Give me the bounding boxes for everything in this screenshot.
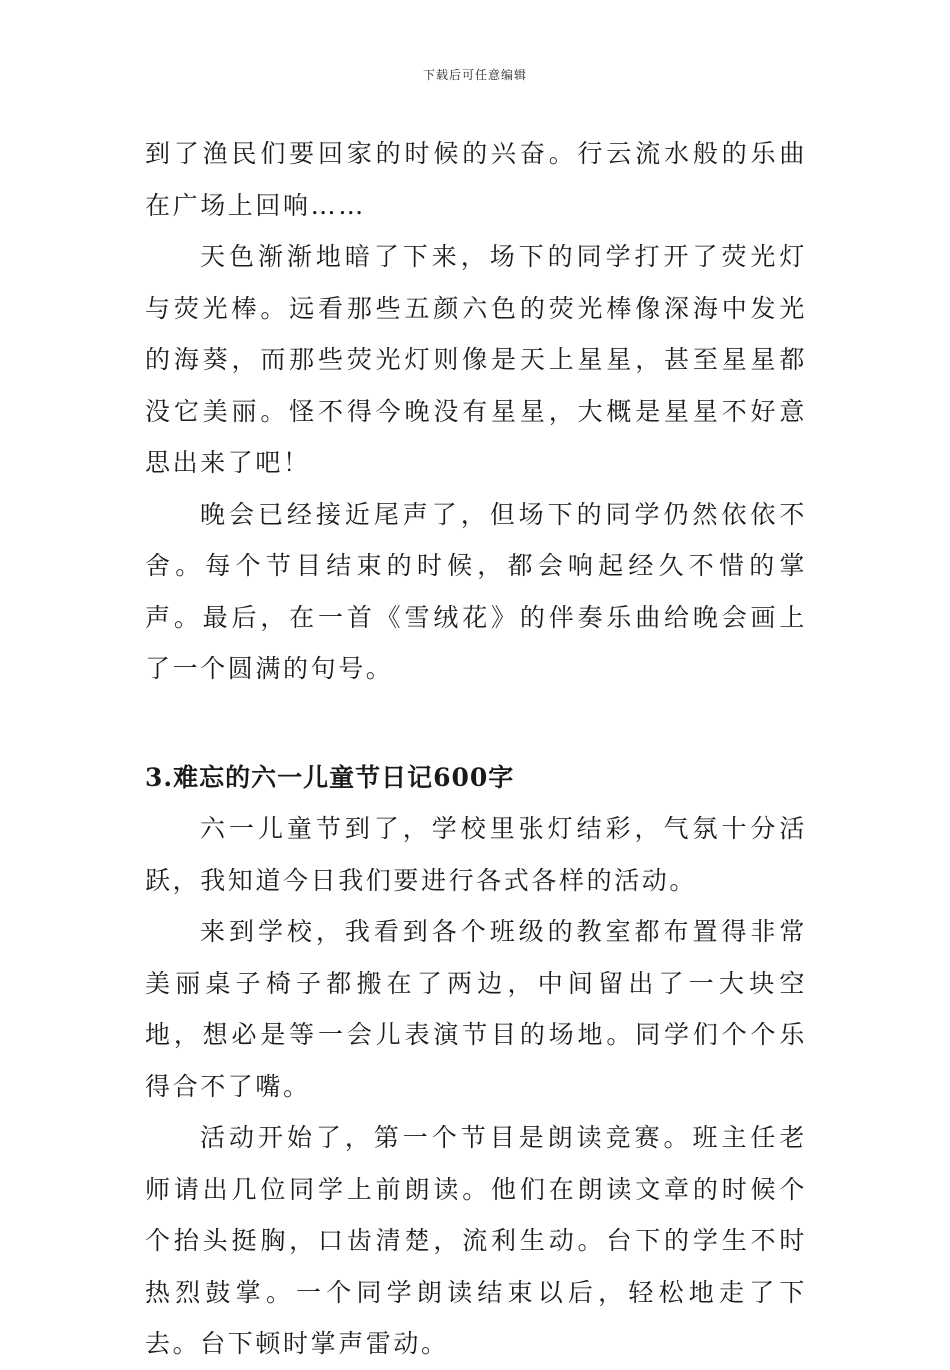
page-header: 下载后可任意编辑 — [422, 68, 527, 82]
paragraph-ending: 晚会已经接近尾声了，但场下的同学仍然依依不舍。每个节目结束的时候，都会响起经久不惜的掌声。最后，在一首《雪绒花》的伴奏乐曲给晚会画上了一个圆满的句号。 — [145, 499, 807, 683]
paragraph-classroom: 来到学校，我看到各个班级的教室都布置得非常美丽桌子椅子都搬在了两边，中间留出了一大块空地，想必是等一会儿表演节目的场地。同学们个个乐得合不了嘴。 — [145, 917, 807, 1101]
paragraph-continued: 到了渔民们要回家的时候的兴奋。行云流水般的乐曲在广场上回响…… — [145, 139, 807, 220]
paragraph-reading-contest: 活动开始了，第一个节目是朗读竞赛。班主任老师请出几位同学上前朗读。他们在朗读文章的时候个个抬头挺胸，口齿清楚，流利生动。台下的学生不时热烈鼓掌。一个同学朗读结束以后，轻松地走了下去。台下顿时掌声雷动。 — [145, 1123, 807, 1358]
paragraph-childrens-day: 六一儿童节到了，学校里张灯结彩，气氛十分活跃，我知道今日我们要进行各式各样的活动。 — [145, 814, 807, 895]
section-title: 3.难忘的六一儿童节日记600字 — [145, 762, 515, 792]
document-body — [145, 128, 807, 1370]
paragraph-lights: 天色渐渐地暗了下来，场下的同学打开了荧光灯与荧光棒。远看那些五颜六色的荧光棒像深海中发光的海葵，而那些荧光灯则像是天上星星，甚至星星都没它美丽。怪不得今晚没有星星，大概是星星不好意思出来了吧！ — [145, 242, 807, 477]
